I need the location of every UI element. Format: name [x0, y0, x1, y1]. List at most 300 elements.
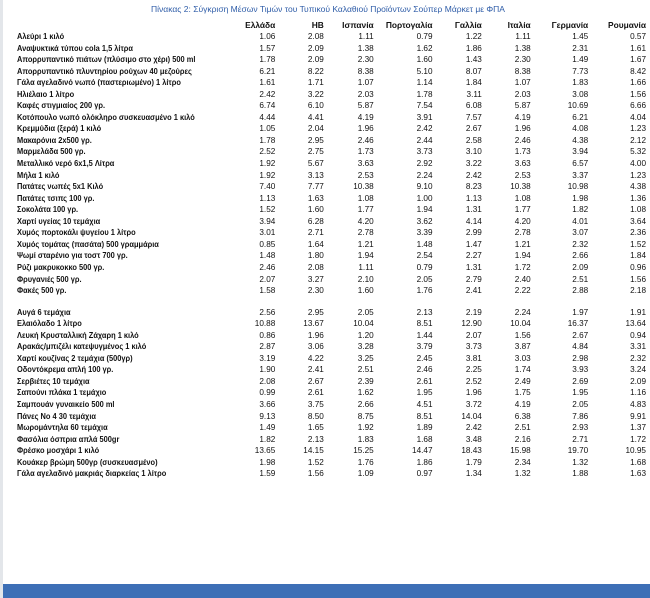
price-cell: 2.46 — [416, 365, 433, 375]
product-name: Ρύζι μακρυκοκκο 500 γρ. — [17, 262, 105, 272]
price-cell: 1.80 — [307, 251, 324, 261]
price-cell: 6.57 — [572, 159, 589, 169]
price-cell: 3.31 — [630, 342, 646, 352]
price-cell: 7.73 — [572, 66, 589, 76]
header-country: Ιταλία — [507, 20, 531, 30]
price-cell: 1.56 — [514, 330, 531, 340]
product-name: Κουάκερ βρώμη 500γρ (συσκευασμένο) — [17, 457, 158, 467]
price-cell: 1.66 — [630, 78, 646, 88]
price-cell: 1.72 — [514, 262, 531, 272]
price-cell: 1.11 — [358, 32, 374, 42]
price-cell: 6.28 — [307, 216, 324, 226]
price-cell: 1.68 — [630, 457, 646, 467]
price-cell: 3.03 — [514, 353, 531, 363]
price-cell: 5.67 — [307, 159, 324, 169]
table-row — [17, 285, 650, 297]
header-row — [17, 19, 650, 31]
price-cell: 2.09 — [572, 262, 589, 272]
price-cell: 10.88 — [254, 319, 276, 329]
price-cell: 3.91 — [416, 112, 433, 122]
table-row — [17, 43, 650, 55]
price-cell: 1.58 — [259, 286, 276, 296]
price-cell: 0.85 — [259, 239, 276, 249]
price-cell: 8.07 — [465, 66, 482, 76]
price-cell: 2.13 — [307, 434, 324, 444]
price-cell: 2.41 — [465, 286, 482, 296]
price-cell: 9.91 — [630, 411, 646, 421]
price-cell: 3.06 — [307, 342, 324, 352]
price-cell: 2.31 — [572, 43, 589, 53]
price-cell: 2.51 — [572, 274, 589, 284]
price-cell: 1.82 — [259, 434, 276, 444]
price-cell: 1.84 — [630, 251, 646, 261]
price-cell: 1.13 — [259, 193, 276, 203]
price-cell: 14.15 — [303, 446, 324, 456]
table-row — [17, 273, 650, 285]
price-cell: 2.13 — [416, 307, 433, 317]
price-cell: 1.59 — [259, 469, 276, 479]
price-cell: 1.21 — [357, 239, 374, 249]
table-row — [17, 89, 650, 101]
price-cell: 1.76 — [416, 286, 433, 296]
price-cell: 5.87 — [514, 101, 531, 111]
price-cell: 1.47 — [465, 239, 482, 249]
price-cell: 4.01 — [572, 216, 589, 226]
table-row — [17, 468, 650, 480]
price-cell: 8.22 — [307, 66, 324, 76]
table-row — [17, 135, 650, 147]
price-cell: 10.04 — [353, 319, 374, 329]
price-cell: 2.41 — [307, 365, 324, 375]
header-country: Γαλλία — [454, 20, 482, 30]
price-cell: 1.48 — [416, 239, 433, 249]
price-cell: 2.67 — [465, 124, 482, 134]
price-cell: 2.88 — [572, 286, 589, 296]
table-row — [17, 193, 650, 205]
price-cell: 1.48 — [259, 251, 276, 261]
table-row — [17, 54, 650, 66]
price-cell: 2.30 — [514, 55, 531, 65]
price-cell: 1.96 — [357, 124, 374, 134]
price-cell: 2.78 — [357, 228, 374, 238]
price-cell: 1.11 — [358, 262, 374, 272]
price-cell: 1.95 — [416, 388, 433, 398]
price-cell: 1.05 — [259, 124, 276, 134]
price-cell: 0.86 — [259, 330, 276, 340]
price-cell: 8.38 — [357, 66, 374, 76]
price-cell: 2.09 — [630, 376, 646, 386]
price-cell: 3.75 — [307, 399, 324, 409]
price-cell: 3.63 — [514, 159, 531, 169]
price-cell: 4.44 — [259, 112, 276, 122]
price-cell: 5.10 — [416, 66, 433, 76]
price-cell: 2.42 — [465, 423, 482, 433]
price-cell: 4.20 — [357, 216, 374, 226]
price-cell: 1.61 — [630, 43, 646, 53]
price-cell: 2.61 — [416, 376, 433, 386]
price-cell: 1.96 — [465, 388, 482, 398]
price-cell: 3.28 — [357, 342, 374, 352]
price-cell: 3.39 — [416, 228, 433, 238]
price-cell: 1.71 — [307, 78, 324, 88]
price-cell: 2.56 — [259, 307, 276, 317]
product-name: Φακές 500 γρ. — [17, 286, 67, 296]
price-cell: 1.98 — [259, 457, 276, 467]
product-name: Φρέσκο μοσχάρι 1 κιλό — [17, 446, 100, 456]
price-cell: 1.60 — [357, 286, 374, 296]
price-cell: 2.05 — [416, 274, 433, 284]
product-name: Γάλα αγελαδινό μακριάς διαρκείας 1 λίτρο — [17, 469, 167, 479]
price-cell: 8.23 — [465, 182, 482, 192]
price-cell: 2.98 — [572, 353, 589, 363]
table-row — [17, 353, 650, 365]
table-row — [17, 376, 650, 388]
product-name: Κρεμμύδια (ξερά) 1 κιλό — [17, 124, 102, 134]
product-name: Πάνες Νο 4 30 τεμάχια — [17, 411, 96, 421]
price-cell: 3.11 — [466, 89, 482, 99]
price-cell: 10.38 — [353, 182, 374, 192]
price-cell: 8.51 — [416, 411, 433, 421]
table-row — [17, 227, 650, 239]
price-cell: 3.25 — [357, 353, 374, 363]
price-cell: 2.42 — [465, 170, 482, 180]
price-cell: 15.25 — [353, 446, 374, 456]
price-cell: 0.97 — [416, 469, 433, 479]
price-cell: 2.39 — [357, 376, 374, 386]
price-cell: 1.32 — [514, 469, 531, 479]
price-cell: 2.66 — [357, 399, 374, 409]
price-cell: 2.18 — [630, 286, 646, 296]
table-row — [17, 318, 650, 330]
price-cell: 3.22 — [307, 89, 324, 99]
price-cell: 7.77 — [307, 182, 324, 192]
product-name: Χυμός πορτοκάλι ψυγείου 1 λίτρο — [17, 228, 136, 238]
price-cell: 2.30 — [357, 55, 374, 65]
price-cell: 2.05 — [572, 399, 589, 409]
price-cell: 2.07 — [259, 274, 276, 284]
price-cell: 3.64 — [630, 216, 646, 226]
price-cell: 3.72 — [465, 399, 482, 409]
price-cell: 1.89 — [416, 423, 433, 433]
price-cell: 2.87 — [259, 342, 276, 352]
price-cell: 2.45 — [416, 353, 433, 363]
price-cell: 2.19 — [465, 307, 482, 317]
price-cell: 2.46 — [514, 135, 531, 145]
product-name: Ψωμί σταρένιο για τοστ 700 γρ. — [17, 251, 128, 261]
price-cell: 2.71 — [572, 434, 589, 444]
price-cell: 2.24 — [514, 307, 531, 317]
price-cell: 1.88 — [572, 469, 589, 479]
price-cell: 0.57 — [630, 32, 646, 42]
price-cell: 4.04 — [630, 112, 646, 122]
product-name: Απορρυπαντικό πιάτων (πλύσιμο στο χέρι) 500 ml — [17, 55, 196, 65]
table-row — [17, 399, 650, 411]
price-cell: 1.83 — [572, 78, 589, 88]
table-row — [17, 434, 650, 446]
product-name: Χαρτί κουζίνας 2 τεμάχια (500γρ) — [17, 353, 133, 363]
price-cell: 2.53 — [514, 170, 531, 180]
price-cell: 4.19 — [357, 112, 374, 122]
header-country: Πορτογαλία — [385, 20, 433, 30]
price-cell: 1.34 — [465, 469, 482, 479]
price-cell: 2.04 — [307, 124, 324, 134]
price-cell: 4.19 — [514, 112, 531, 122]
table-row — [17, 387, 650, 399]
product-name: Πατάτες τσιπς 100 γρ. — [17, 193, 95, 203]
table-row — [17, 170, 650, 182]
header-country: ΗΒ — [311, 20, 324, 30]
price-cell: 0.96 — [630, 262, 646, 272]
product-name: Σοκολάτα 100 γρ. — [17, 205, 79, 215]
price-cell: 1.13 — [465, 193, 482, 203]
price-cell: 1.08 — [357, 193, 374, 203]
price-cell: 1.96 — [514, 124, 531, 134]
price-cell: 5.87 — [357, 101, 374, 111]
table-row — [17, 262, 650, 274]
price-cell: 6.74 — [259, 101, 276, 111]
product-name: Ηλιέλαιο 1 λίτρο — [17, 89, 75, 99]
price-cell: 4.20 — [514, 216, 531, 226]
price-cell: 1.86 — [416, 457, 433, 467]
price-cell: 1.52 — [307, 457, 324, 467]
price-cell: 2.93 — [572, 423, 589, 433]
table-row — [17, 239, 650, 251]
price-cell: 1.52 — [630, 239, 646, 249]
price-cell: 2.05 — [357, 307, 374, 317]
product-name: Χυμός τομάτας (πασάτα) 500 γραμμάρια — [17, 239, 159, 249]
price-cell: 2.22 — [514, 286, 531, 296]
price-cell: 4.00 — [630, 159, 646, 169]
price-cell: 2.67 — [572, 330, 589, 340]
price-cell: 2.44 — [416, 135, 433, 145]
price-cell: 1.92 — [259, 170, 276, 180]
price-cell: 1.83 — [357, 434, 374, 444]
price-cell: 3.48 — [465, 434, 482, 444]
table-row — [17, 457, 650, 469]
price-cell: 0.79 — [416, 32, 433, 42]
price-cell: 3.24 — [630, 365, 646, 375]
price-cell: 1.57 — [259, 43, 276, 53]
table-row — [17, 146, 650, 158]
price-cell: 1.45 — [572, 32, 589, 42]
product-name: Μακαρόνια 2x500 γρ. — [17, 135, 92, 145]
price-cell: 2.08 — [307, 262, 324, 272]
table-row — [17, 411, 650, 423]
price-cell: 10.69 — [567, 101, 589, 111]
price-cell: 8.38 — [514, 66, 531, 76]
price-cell: 1.95 — [572, 388, 589, 398]
price-cell: 1.91 — [630, 307, 646, 317]
price-cell: 2.92 — [416, 159, 433, 169]
price-cell: 2.03 — [357, 89, 374, 99]
price-cell: 4.84 — [572, 342, 589, 352]
product-name: Αυγά 6 τεμάχια — [17, 307, 71, 317]
price-cell: 1.79 — [465, 457, 482, 467]
product-name: Πατάτες νωπές 5x1 Κιλό — [17, 182, 104, 192]
table-row — [17, 181, 650, 193]
price-cell: 1.94 — [514, 251, 531, 261]
price-cell: 2.49 — [514, 376, 531, 386]
price-cell: 1.49 — [259, 423, 276, 433]
header-country: Ελλάδα — [245, 20, 276, 30]
price-cell: 2.16 — [514, 434, 531, 444]
price-cell: 3.08 — [572, 89, 589, 99]
price-cell: 10.04 — [510, 319, 531, 329]
price-cell: 0.79 — [416, 262, 433, 272]
price-cell: 1.31 — [465, 205, 482, 215]
table-row — [17, 123, 650, 135]
price-cell: 3.73 — [416, 147, 433, 157]
price-cell: 1.77 — [514, 205, 531, 215]
price-cell: 1.77 — [357, 205, 374, 215]
price-cell: 13.65 — [254, 446, 276, 456]
price-cell: 3.19 — [259, 353, 276, 363]
product-name: Φρυγανιές 500 γρ. — [17, 274, 82, 284]
table-row — [17, 422, 650, 434]
price-cell: 2.30 — [307, 286, 324, 296]
price-cell: 2.53 — [357, 170, 374, 180]
price-cell: 2.79 — [465, 274, 482, 284]
product-name: Μήλα 1 κιλό — [17, 170, 60, 180]
price-cell: 1.62 — [357, 388, 374, 398]
price-cell: 1.62 — [416, 43, 433, 53]
price-cell: 2.27 — [465, 251, 482, 261]
product-name: Φασόλια όσπρια απλά 500gr — [17, 434, 120, 444]
price-cell: 2.78 — [514, 228, 531, 238]
price-cell: 0.94 — [630, 330, 646, 340]
price-cell: 2.54 — [416, 251, 433, 261]
price-cell: 10.95 — [625, 446, 646, 456]
price-cell: 9.10 — [416, 182, 433, 192]
product-name: Σαμπουάν γυναικείο 500 ml — [17, 399, 115, 409]
price-cell: 12.90 — [461, 319, 482, 329]
price-cell: 2.36 — [630, 228, 646, 238]
table-row — [17, 216, 650, 228]
price-cell: 1.73 — [357, 147, 374, 157]
product-name: Σερβιέτες 10 τεμάχια — [17, 376, 90, 386]
price-cell: 1.38 — [357, 43, 374, 53]
price-cell: 2.71 — [307, 228, 324, 238]
price-cell: 2.40 — [514, 274, 531, 284]
price-cell: 19.70 — [567, 446, 589, 456]
price-cell: 14.47 — [412, 446, 433, 456]
price-cell: 1.90 — [259, 365, 276, 375]
price-cell: 6.08 — [465, 101, 482, 111]
price-cell: 4.08 — [572, 124, 589, 134]
price-cell: 6.66 — [630, 101, 646, 111]
price-cell: 1.44 — [416, 330, 433, 340]
price-cell: 1.43 — [465, 55, 482, 65]
price-cell: 1.16 — [630, 388, 646, 398]
price-cell: 4.14 — [465, 216, 482, 226]
price-cell: 1.84 — [465, 78, 482, 88]
price-cell: 4.83 — [630, 399, 646, 409]
price-cell: 2.75 — [307, 147, 324, 157]
price-cell: 2.67 — [307, 376, 324, 386]
price-cell: 1.23 — [630, 170, 646, 180]
table-row — [17, 307, 650, 319]
price-cell: 1.98 — [572, 193, 589, 203]
price-cell: 8.51 — [416, 319, 433, 329]
price-cell: 7.54 — [416, 101, 433, 111]
price-cell: 3.81 — [465, 353, 482, 363]
price-cell: 1.21 — [514, 239, 531, 249]
price-cell: 6.21 — [572, 112, 589, 122]
price-cell: 2.51 — [357, 365, 374, 375]
price-cell: 3.22 — [465, 159, 482, 169]
table-row — [17, 100, 650, 112]
price-cell: 1.52 — [259, 205, 276, 215]
bottom-color-bar — [3, 584, 650, 598]
price-cell: 1.09 — [357, 469, 374, 479]
price-cell: 2.95 — [307, 307, 324, 317]
price-cell: 10.98 — [567, 182, 589, 192]
price-cell: 1.08 — [630, 205, 646, 215]
price-cell: 3.87 — [514, 342, 531, 352]
product-name: Αναψυκτικά τύπου cola 1,5 λίτρα — [17, 43, 133, 53]
price-cell: 2.46 — [357, 135, 374, 145]
price-cell: 1.68 — [416, 434, 433, 444]
price-cell: 3.07 — [572, 228, 589, 238]
table-row — [17, 364, 650, 376]
price-cell: 1.56 — [630, 89, 646, 99]
product-name: Σαπούνι πλάκα 1 τεμάχιο — [17, 388, 107, 398]
table-row — [17, 445, 650, 457]
price-cell: 0.99 — [259, 388, 276, 398]
price-cell: 3.79 — [416, 342, 433, 352]
price-cell: 4.38 — [572, 135, 589, 145]
price-cell: 1.92 — [259, 159, 276, 169]
price-cell: 1.63 — [630, 469, 646, 479]
price-cell: 2.34 — [514, 457, 531, 467]
price-cell: 4.51 — [416, 399, 433, 409]
price-cell: 3.93 — [572, 365, 589, 375]
product-group-1 — [17, 31, 650, 297]
table-row — [17, 66, 650, 78]
price-cell: 2.25 — [465, 365, 482, 375]
product-name: Αρακάς/μπιζέλι κατεψυγμένος 1 κιλό — [17, 342, 147, 352]
price-cell: 4.38 — [630, 182, 646, 192]
product-name: Μαρμελάδα 500 γρ. — [17, 147, 86, 157]
price-cell: 1.32 — [572, 457, 589, 467]
product-name: Καφές στιγμιαίος 200 γρ. — [17, 101, 106, 111]
price-cell: 2.95 — [307, 135, 324, 145]
price-cell: 15.98 — [510, 446, 531, 456]
price-cell: 1.64 — [307, 239, 324, 249]
price-cell: 1.38 — [514, 43, 531, 53]
product-name: Μεταλλικό νερό 6x1,5 Λίτρα — [17, 159, 115, 169]
price-cell: 1.97 — [572, 307, 589, 317]
price-cell: 2.24 — [416, 170, 433, 180]
price-cell: 16.37 — [567, 319, 589, 329]
header-country: Γερμανία — [551, 20, 589, 30]
price-cell: 2.51 — [514, 423, 531, 433]
table-title: Πίνακας 2: Σύγκριση Μέσων Τιμών του Τυπικού Καλαθιού Προϊόντων Σούπερ Μάρκετ με ΦΠΑ — [151, 4, 505, 14]
price-cell: 1.07 — [514, 78, 531, 88]
price-cell: 3.37 — [572, 170, 589, 180]
price-cell: 7.57 — [465, 112, 482, 122]
price-cell: 1.31 — [465, 262, 482, 272]
price-cell: 1.49 — [572, 55, 589, 65]
product-group-2 — [17, 307, 650, 480]
price-cell: 2.61 — [307, 388, 324, 398]
price-cell: 7.86 — [572, 411, 589, 421]
price-cell: 1.78 — [259, 55, 276, 65]
table-row — [17, 77, 650, 89]
price-cell: 3.13 — [307, 170, 324, 180]
price-cell: 1.94 — [416, 205, 433, 215]
product-name: Αλεύρι 1 κιλό — [17, 32, 65, 42]
